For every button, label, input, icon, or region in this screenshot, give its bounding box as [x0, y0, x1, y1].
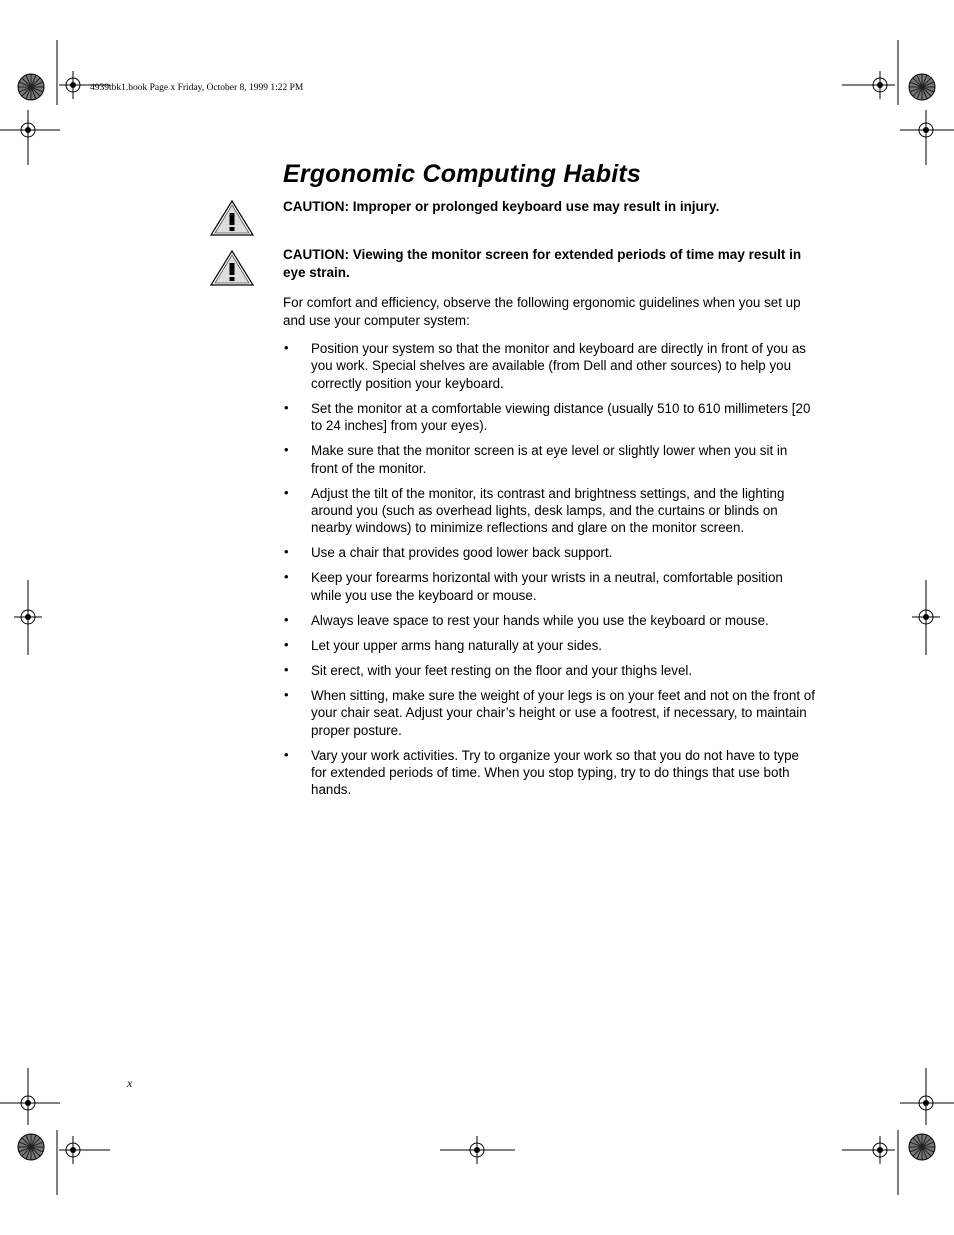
bullet-icon: • — [284, 484, 289, 500]
intro-paragraph: For comfort and efficiency, observe the following ergonomic guidelines when you set up and use your computer system: — [283, 295, 801, 328]
list-item: • Set the monitor at a comfortable viewing distance (usually 510 to 610 millimeters [20 to 24 inches] from your eyes). — [284, 399, 811, 434]
bullet-icon: • — [284, 442, 289, 458]
list-item: • Always leave space to rest your hands while you use the keyboard or mouse. — [284, 611, 769, 628]
bullet-icon: • — [284, 399, 289, 415]
list-item: • Let your upper arms hang naturally at your sides. — [284, 636, 603, 653]
warning-triangle-icon — [209, 249, 255, 287]
bullet-icon: • — [284, 686, 289, 702]
list-item: • When sitting, make sure the weight of your legs is on your feet and not on the front of your chair seat. Adjust your chair’s height or use a footrest, if necessary, to maintain proper posture. — [284, 686, 815, 738]
list-item: • Adjust the tilt of the monitor, its contrast and brightness settings, and the lighting around you (such as overhead lights, desk lamps, and the curtains or blinds on nearby windows) to minimize reflections and glare on the monitor screen. — [284, 484, 785, 536]
list-item: • Position your system so that the monitor and keyboard are directly in front of you as you work. Special shelves are available (from Dell and other sources) to help you correctly position your keyboard. — [284, 340, 806, 391]
running-header: 4939tbk1.book Page x Friday, October 8, 1999 1:22 PM — [90, 83, 304, 93]
caution-keyboard: CAUTION: Improper or prolonged keyboard use may result in injury. — [283, 199, 720, 214]
bullet-icon: • — [284, 661, 289, 677]
list-item: • Sit erect, with your feet resting on the floor and your thighs level. — [284, 661, 693, 678]
page-number: x — [127, 1076, 133, 1090]
list-item: • Keep your forearms horizontal with your wrists in a neutral, comfortable position while you use the keyboard or mouse. — [284, 569, 783, 603]
list-item: • Make sure that the monitor screen is at eye level or slightly lower when you sit in front of the monitor. — [284, 442, 788, 476]
page-title: Ergonomic Computing Habits — [283, 160, 641, 188]
list-item: • Use a chair that provides good lower back support. — [284, 544, 613, 561]
bullet-icon: • — [284, 544, 289, 560]
bullet-icon: • — [284, 746, 289, 762]
list-item: • Vary your work activities. Try to organize your work so that you do not have to type for extended periods of time. When you stop typing, try to do things that use both hands. — [284, 746, 799, 798]
bullet-icon: • — [284, 636, 289, 652]
caution-eye-strain: CAUTION: Viewing the monitor screen for extended periods of time may result in eye strain. — [283, 247, 802, 280]
bullet-icon: • — [284, 340, 289, 355]
bullet-icon: • — [284, 611, 289, 627]
guideline-list — [283, 340, 815, 806]
warning-triangle-icon — [209, 199, 255, 237]
bullet-icon: • — [284, 569, 289, 585]
